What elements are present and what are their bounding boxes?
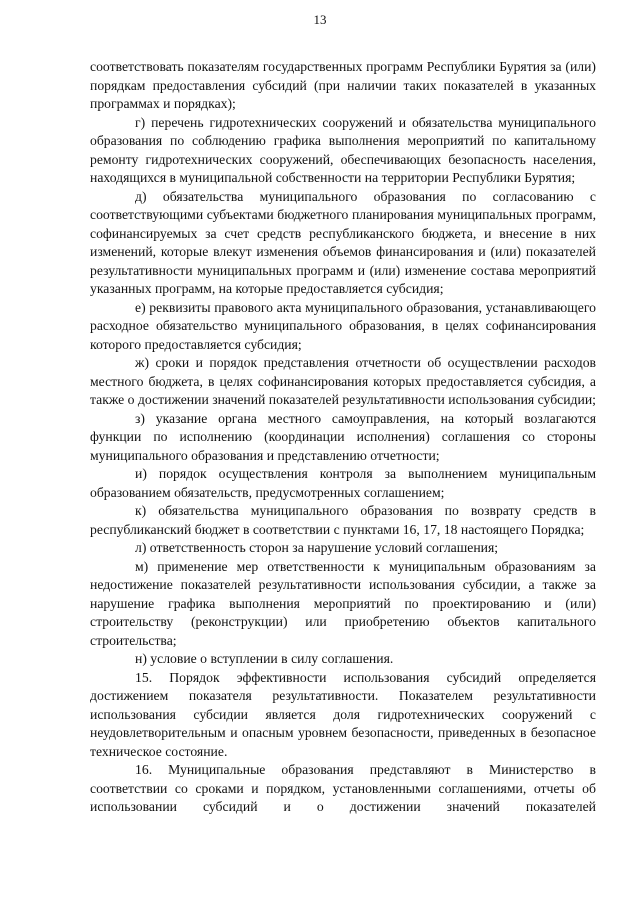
- paragraph-item-e: е) реквизиты правового акта муниципального образования, устанавливающего расходное обязательство муниципального образования, в целях софинансирования которого предоставляется субсидия;: [90, 299, 596, 352]
- paragraph-item-k: к) обязательства муниципального образования по возврату средств в республиканский бюджет в соответствии с пунктами 16, 17, 18 настоящего Порядка;: [90, 503, 596, 537]
- paragraph-item-g: г) перечень гидротехнических сооружений и обязательства муниципального образования по соблюдению графика выполнения мероприятий по капитальному ремонту гидротехнических сооружений, обеспечивающих безопасность населения, находящихся в муниципальной собственности на территории Республики Бурятия;: [90, 114, 596, 185]
- paragraph-item-i: и) порядок осуществления контроля за выполнением муниципальным образованием обязательств, предусмотренных соглашением;: [90, 466, 596, 500]
- paragraph-section-16: 16. Муниципальные образования представляют в Министерство в соответствии со сроками и порядком, установленными соглашениями, отчеты об использовании субсидий и о достижении значений показателей: [90, 762, 596, 814]
- paragraph-item-m: м) применение мер ответственности к муниципальным образованиям за недостижение показателей результативности использования субсидии, а также за нарушение графика выполнения мероприятий по проектированию и (или) строительству (реконструкции) или приобретению объектов капитального строительства;: [90, 558, 596, 648]
- paragraph-section-15: 15. Порядок эффективности использования субсидий определяется достижением показателя результативности. Показателем результативности использования субсидии является доля гидротехнических сооружений с неудовлетворительным и опасным уровнем безопасности, приведенных в безопасное техническое состояние.: [90, 669, 596, 759]
- paragraph-item-zh: ж) сроки и порядок представления отчетности об осуществлении расходов местного бюджета, в целях софинансирования которых предоставляется субсидия, а также о достижении значений показателей результативности использования субсидии;: [90, 355, 596, 407]
- paragraph-item-n: н) условие о вступлении в силу соглашения.: [135, 651, 394, 666]
- paragraph-item-d: д) обязательства муниципального образования по согласованию с соответствующими субъектами бюджетного планирования муниципальных программ, софинансируемых за счет средств республиканского бюджета, и внесение в них изменений, которые влекут изменения объемов финансирования и (или) показателей результативности муниципальных программ и (или) изменение состава мероприятий указанных программ, на которые предоставляется субсидия;: [90, 188, 596, 296]
- document-body: [90, 58, 596, 817]
- paragraph-item-z: з) указание органа местного самоуправления, на который возлагаются функции по исполнению (координации исполнения) соглашения со стороны муниципального образования и представлению отчетности;: [90, 410, 596, 463]
- page-number: 13: [313, 12, 327, 27]
- paragraph-item-l: л) ответственность сторон за нарушение условий соглашения;: [135, 540, 499, 555]
- paragraph-continuation: соответствовать показателям государственных программ Республики Бурятия за (или) порядкам предоставления субсидий (при наличии таких показателей в указанных программах и порядках);: [90, 59, 596, 111]
